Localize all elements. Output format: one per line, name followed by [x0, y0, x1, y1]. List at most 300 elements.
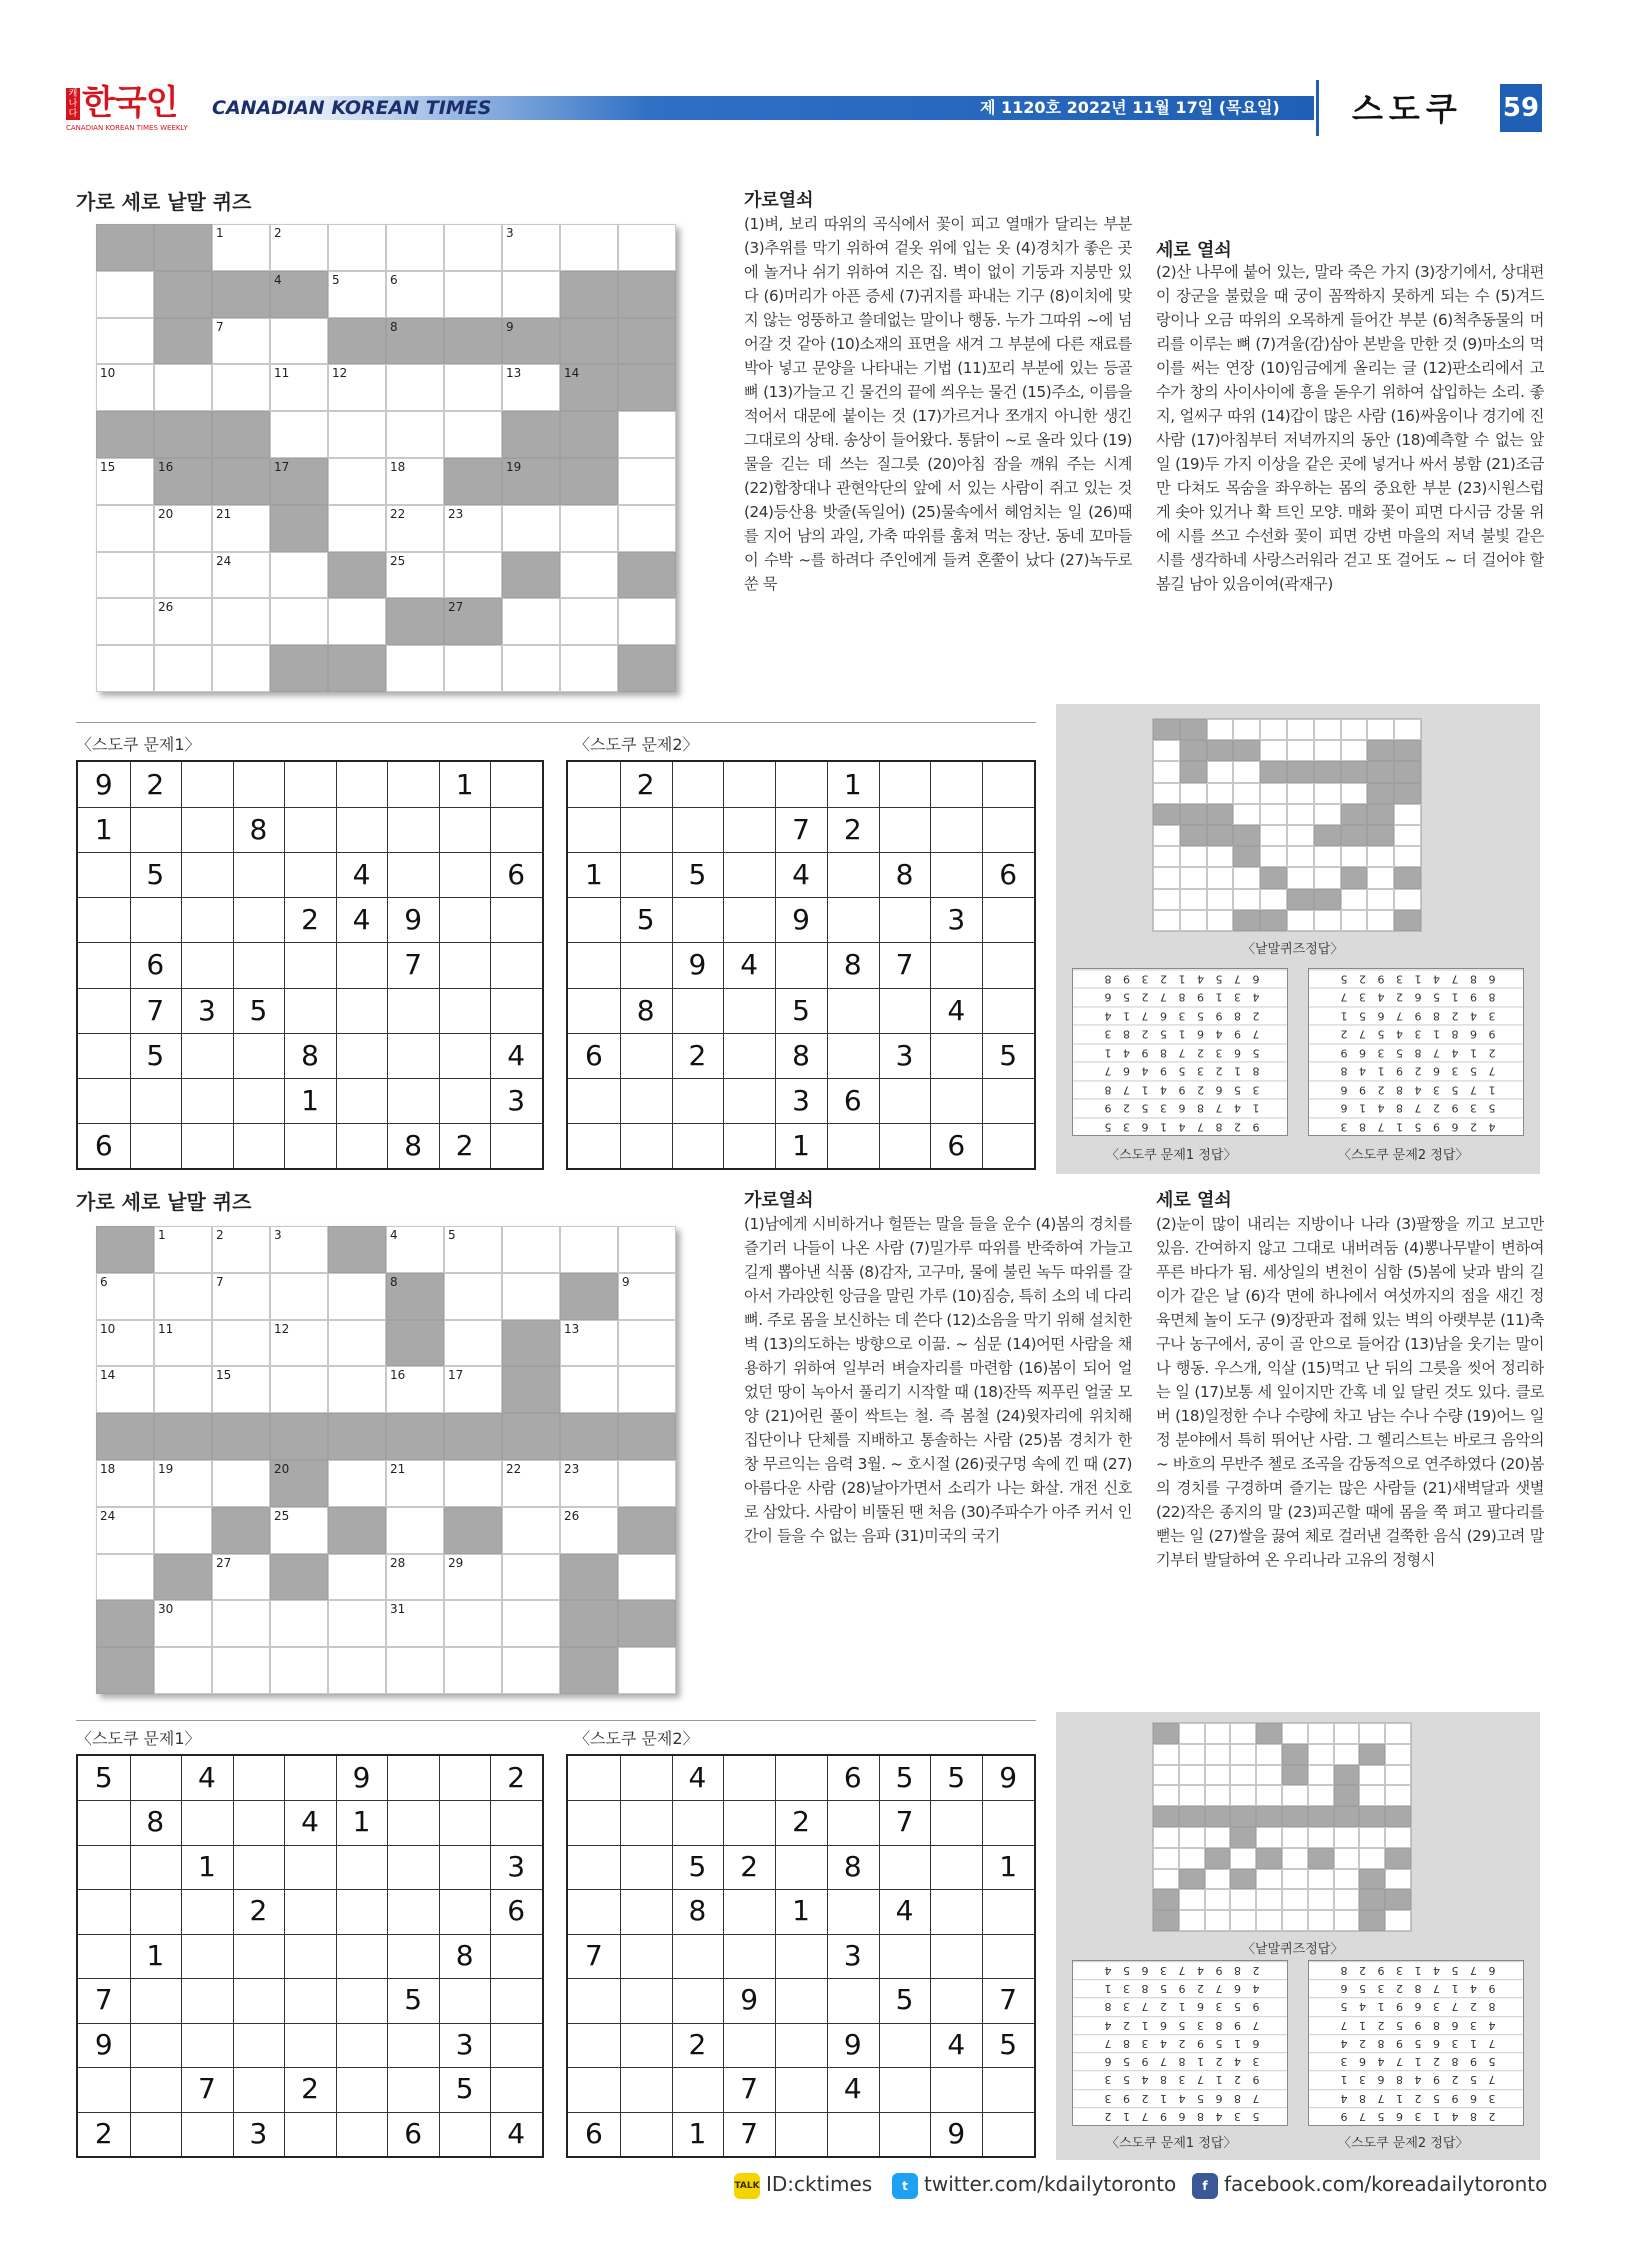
sudoku-given-digit: 3 — [947, 903, 966, 937]
sudoku-given-digit: 6 — [584, 1038, 603, 1072]
crossword-cell — [96, 1554, 154, 1601]
sudoku-grid-line — [78, 1845, 542, 1846]
crossword-cell — [96, 1320, 154, 1367]
sudoku-answer-row: 6 8 7 4 1 3 9 2 5 — [1309, 969, 1523, 987]
crossword2-answer-label: 〈낱말퀴즈정답〉 — [1242, 1942, 1344, 1957]
crossword-cell — [96, 1273, 154, 1320]
sudoku-answer-row: 2 8 9 5 3 6 7 1 4 — [1073, 1006, 1287, 1024]
crossword-cell — [618, 1600, 676, 1647]
answer-cell — [1367, 783, 1394, 804]
crossword-clue-number: 29 — [448, 1555, 464, 1570]
sudoku-answer-row: 5 3 9 2 7 8 4 1 6 — [1309, 1098, 1523, 1116]
crossword-cell — [328, 1460, 386, 1507]
answer-cell — [1341, 719, 1368, 740]
answer-cell — [1394, 910, 1421, 931]
crossword-cell — [270, 1273, 328, 1320]
sudoku-answer-row: 9 2 1 7 3 8 4 5 3 — [1073, 2070, 1287, 2088]
sudoku-bottom2-label: 〈스도쿠 문제2〉 — [574, 1729, 699, 1748]
crossword-cell — [618, 1366, 676, 1413]
crossword-cell — [386, 552, 444, 599]
crossword1-down-clues: (2)산 나무에 붙어 있는, 말라 죽은 가지 (3)장기에서, 상대편이 장군을 불렀을 때 궁이 꼼짝하지 못하게 되는 수 (5)겨드랑이나 오금 따위의 오목하게 들어간 부분 (6)척추동물의 머리를 이루는 뼈 (7)겨울(감)삼아 본받을 만한 것 (9)마소의 먹이를 써는 연장 (10)임금에게 올리는 글 (12)판소리에서 고수가 창의 사이사이에 흥을 돋우기 위하여 삽입하는 소리. 좋지, 얼씨구 따위 (14)갑이 많은 사람 (16)싸움이나 경기에 진 사람 (17)아침부터 저녁까지의 동안 (18)예측할 수 없는 앞일 (19)두 가지 이상을 같은 곳에 넣거나 싸서 봉함 (21)조금만 다쳐도 목숨을 좌우하는 몸의 중요한 부분 (23)시원스럽게 솟아 있거나 확 트인 모양. 매화 꽃이 피면 다시금 강물 위에 시를 쓰고 수선화 꽃이 피면 강변 마을의 저녁 불빛 같은 시를 생각하네 사랑스러워라 걷고 또 걸어도 ~ 더 걸어야 할 봄길 남아 있음이여(곽재구) — [1156, 263, 1544, 593]
sudoku-given-digit: 4 — [197, 1761, 216, 1794]
answer-cell — [1287, 825, 1314, 846]
crossword-cell — [270, 1647, 328, 1694]
crossword-cell — [618, 364, 676, 411]
sudoku-given-digit: 4 — [792, 858, 810, 892]
twitter-icon: t — [892, 2173, 918, 2199]
answer-cell — [1394, 867, 1421, 888]
sudoku-answer-row: 4 6 7 2 9 5 8 3 1 — [1073, 1979, 1287, 1997]
crossword-clue-number: 28 — [390, 1555, 406, 1570]
sudoku-given-digit: 9 — [843, 2027, 862, 2061]
crossword-cell — [96, 505, 154, 552]
crossword-cell — [444, 224, 502, 271]
answer-cell — [1334, 1827, 1360, 1848]
crossword-cell — [328, 271, 386, 318]
answer-cell — [1256, 1723, 1282, 1744]
sudoku-given-digit: 1 — [792, 1894, 810, 1928]
sudoku-answer-row: 7 9 4 6 1 5 2 8 3 — [1073, 1024, 1287, 1042]
answer-cell — [1179, 1806, 1205, 1827]
crossword-cell — [618, 1320, 676, 1367]
facebook-url-text: facebook.com/koreadailytoronto — [1224, 2172, 1548, 2196]
sudoku-given-digit: 9 — [94, 2027, 113, 2061]
sudoku-given-digit: 3 — [249, 2116, 268, 2150]
answer-cell — [1153, 804, 1180, 825]
crossword1-answer-label: 〈낱말퀴즈정답〉 — [1242, 942, 1344, 957]
sudoku-given-digit: 5 — [947, 1761, 966, 1794]
sudoku-given-digit: 7 — [895, 1805, 914, 1839]
answer-cell — [1287, 740, 1314, 761]
crossword-cell — [560, 645, 618, 692]
logo-sub-text: CANADIAN KOREAN TIMES WEEKLY — [66, 124, 188, 132]
sudoku-top1-answer-label: 〈스도쿠 문제1 정답〉 — [1106, 1148, 1237, 1163]
crossword-cell — [560, 552, 618, 599]
crossword-cell — [560, 318, 618, 365]
sudoku-given-digit: 6 — [584, 2116, 603, 2150]
crossword-clue-number: 25 — [390, 553, 406, 568]
crossword-cell — [386, 364, 444, 411]
answer-cell — [1385, 1723, 1411, 1744]
answer-cell — [1385, 1765, 1411, 1786]
sudoku-grid-line — [568, 942, 1034, 943]
crossword-cell — [386, 1320, 444, 1367]
answer-cell — [1314, 825, 1341, 846]
answer-cell — [1230, 1765, 1256, 1786]
crossword-cell — [386, 598, 444, 645]
answer-cell — [1282, 1785, 1308, 1806]
crossword-cell — [618, 224, 676, 271]
crossword-clue-number: 27 — [448, 600, 464, 615]
crossword-cell — [618, 505, 676, 552]
sudoku-grid-line — [620, 762, 621, 1168]
answer-cell — [1179, 1889, 1205, 1910]
answer-cell — [1314, 761, 1341, 782]
sudoku-answer-row: 2 8 4 1 3 6 5 7 9 — [1309, 2107, 1523, 2125]
crossword-cell — [444, 318, 502, 365]
answer-cell — [1282, 1889, 1308, 1910]
answer-cell — [1207, 889, 1234, 910]
answer-cell — [1314, 804, 1341, 825]
crossword-clue-number: 6 — [390, 272, 398, 287]
sudoku-grid-line — [982, 762, 983, 1168]
crossword-cell — [154, 1647, 212, 1694]
answer-cell — [1385, 1910, 1411, 1931]
crossword-cell — [212, 224, 270, 271]
crossword-cell — [560, 1366, 618, 1413]
crossword-cell — [618, 1554, 676, 1601]
sudoku-grid-line — [620, 1756, 621, 2156]
logo-main-text: 한국인 — [82, 83, 178, 123]
sudoku-answer-row: 4 3 1 9 8 7 2 5 6 — [1073, 987, 1287, 1005]
sudoku-given-digit: 8 — [792, 1038, 810, 1072]
answer-cell — [1153, 1765, 1179, 1786]
crossword1-grid — [96, 224, 676, 692]
crossword2-title: 가로 세로 낱말 퀴즈 — [76, 1190, 252, 1214]
answer-cell — [1179, 1785, 1205, 1806]
sudoku-top2-answer-label: 〈스도쿠 문제2 정답〉 — [1338, 1148, 1469, 1163]
sudoku-answer-row: 5 3 4 8 6 9 7 1 2 — [1073, 2107, 1287, 2125]
sudoku-given-digit: 1 — [584, 858, 603, 892]
crossword-cell — [328, 1647, 386, 1694]
crossword-cell — [618, 1507, 676, 1554]
divider — [76, 722, 1036, 723]
sudoku-grid-line — [568, 1934, 1034, 1935]
sudoku-given-digit: 9 — [688, 948, 707, 982]
crossword-clue-number: 15 — [216, 1368, 232, 1383]
answer-cell — [1207, 761, 1234, 782]
crossword-cell — [96, 598, 154, 645]
crossword-cell — [96, 224, 154, 271]
crossword-cell — [96, 1507, 154, 1554]
crossword-cell — [328, 552, 386, 599]
sudoku-given-digit: 1 — [999, 1849, 1018, 1883]
sudoku-grid-line — [568, 1978, 1034, 1979]
crossword-cell — [502, 505, 560, 552]
sudoku-grid-line — [930, 1756, 931, 2156]
crossword-cell — [502, 271, 560, 318]
crossword-clue-number: 30 — [158, 1602, 174, 1617]
answer-cell — [1256, 1827, 1282, 1848]
sudoku-given-digit: 2 — [94, 2116, 113, 2150]
sudoku-given-digit: 6 — [947, 1128, 966, 1162]
crossword-cell — [212, 1273, 270, 1320]
sudoku-answer-row: 9 4 1 7 8 2 3 5 6 — [1309, 1979, 1523, 1997]
crossword-cell — [560, 364, 618, 411]
answer-cell — [1308, 1848, 1334, 1869]
crossword-cell — [270, 1507, 328, 1554]
sudoku-bottom1-grid — [76, 1754, 544, 2158]
answer-cell — [1314, 719, 1341, 740]
answer-cell — [1153, 1744, 1179, 1765]
sudoku-given-digit: 6 — [507, 1894, 526, 1928]
crossword-clue-number: 24 — [100, 1508, 116, 1523]
kakao-id-text: ID:cktimes — [766, 2172, 873, 2196]
crossword-cell — [154, 224, 212, 271]
crossword-cell — [444, 645, 502, 692]
answer-cell — [1359, 1765, 1385, 1786]
crossword-cell — [444, 1460, 502, 1507]
answer-cell — [1359, 1910, 1385, 1931]
crossword-cell — [212, 271, 270, 318]
answer-cell — [1385, 1869, 1411, 1890]
answer-cell — [1334, 1785, 1360, 1806]
answer-cell — [1367, 740, 1394, 761]
answer-cell — [1205, 1869, 1231, 1890]
answer-cell — [1207, 825, 1234, 846]
crossword-clue-number: 11 — [274, 366, 290, 381]
answer-cell — [1385, 1827, 1411, 1848]
sudoku-given-digit: 7 — [895, 948, 914, 982]
sudoku-given-digit: 8 — [249, 813, 268, 847]
answer-cell — [1256, 1869, 1282, 1890]
divider — [76, 1720, 1036, 1721]
answer-cell — [1153, 910, 1180, 931]
sudoku-given-digit: 1 — [455, 768, 474, 801]
facebook-icon: f — [1192, 2173, 1218, 2199]
sudoku-given-digit: 6 — [146, 948, 165, 982]
sudoku-top1-grid — [76, 760, 544, 1170]
answer-cell — [1260, 910, 1287, 931]
sudoku-top1-label: 〈스도쿠 문제1〉 — [76, 735, 201, 754]
crossword-clue-number: 2 — [216, 1228, 224, 1242]
crossword-cell — [270, 552, 328, 599]
answer-cell — [1256, 1889, 1282, 1910]
crossword-clue-number: 23 — [564, 1462, 580, 1476]
answer-cell — [1230, 1848, 1256, 1869]
crossword-cell — [328, 1507, 386, 1554]
crossword-cell — [270, 458, 328, 505]
newspaper-logo — [66, 84, 206, 136]
crossword-clue-number: 20 — [158, 506, 174, 521]
sudoku-given-digit: 4 — [947, 993, 966, 1027]
sudoku-given-digit: 3 — [197, 993, 216, 1027]
sudoku-given-digit: 1 — [792, 1128, 810, 1162]
sudoku-answer-row: 6 7 5 4 1 2 3 9 8 — [1073, 969, 1287, 987]
answer-cell — [1334, 1889, 1360, 1910]
answer-cell — [1334, 1869, 1360, 1890]
answer-cell — [1308, 1889, 1334, 1910]
sudoku-given-digit: 2 — [507, 1761, 526, 1794]
answer-cell — [1367, 761, 1394, 782]
crossword-cell — [96, 645, 154, 692]
sudoku-answer-row: 3 4 2 8 9 7 6 5 1 — [1309, 1006, 1523, 1024]
crossword-cell — [502, 1366, 560, 1413]
crossword-clue-number: 17 — [274, 460, 290, 474]
crossword-clue-number: 10 — [100, 1321, 116, 1336]
answer-cell — [1394, 825, 1421, 846]
crossword-clue-number: 10 — [100, 366, 116, 381]
sudoku-given-digit: 8 — [895, 858, 914, 892]
sudoku-grid-line — [78, 2112, 542, 2113]
crossword-clue-number: 31 — [390, 1602, 406, 1617]
sudoku-given-digit: 5 — [792, 993, 810, 1027]
sudoku-grid-line — [568, 1845, 1034, 1846]
sudoku-top2-label: 〈스도쿠 문제2〉 — [574, 735, 699, 754]
answer-cell — [1260, 846, 1287, 867]
crossword-clue-number: 26 — [564, 1508, 580, 1523]
sudoku-bottom1-answer-label: 〈스도쿠 문제1 정답〉 — [1106, 2136, 1237, 2151]
twitter-link[interactable] — [892, 2170, 1176, 2199]
header-separator — [1316, 80, 1319, 136]
answer-cell — [1359, 1723, 1385, 1744]
answer-cell — [1394, 761, 1421, 782]
crossword-cell — [328, 1226, 386, 1273]
answer-cell — [1180, 719, 1207, 740]
sudoku-answer-row: 9 2 8 7 4 1 6 3 5 — [1073, 1117, 1287, 1135]
crossword-cell — [560, 1413, 618, 1460]
sudoku-given-digit: 1 — [843, 768, 862, 801]
answer-cell — [1334, 1848, 1360, 1869]
kakao-link[interactable] — [734, 2170, 872, 2199]
sudoku-grid-line — [78, 1889, 542, 1890]
crossword-cell — [328, 1366, 386, 1413]
crossword-clue-number: 20 — [274, 1462, 290, 1476]
facebook-link[interactable] — [1192, 2170, 1547, 2199]
sudoku-given-digit: 2 — [688, 1038, 707, 1072]
crossword2-down-clues: (2)눈이 많이 내리는 지방이나 나라 (3)팔짱을 끼고 보고만 있음. 간여하지 않고 그대로 내버려둠 (4)뽕나무밭이 변하여 푸른 바다가 됨. 세상일의 변천이 심함 (5)봄에 낮과 밤의 길이가 같은 날 (6)각 면에 하나에서 여섯까지의 점을 새긴 정육면체 놀이 도구 (9)장판과 접해 있는 벽의 아랫부분 (11)축구나 농구에서, 공이 골 안으로 들어감 (13)남을 웃기는 말이나 행동. 우스개, 익살 (15)먹고 난 뒤의 그릇을 씻어 정리하는 일 (17)보통 세 잎이지만 간혹 네 잎 달린 것도 있다. 클로버 (18)일정한 수나 수량에 차고 남는 수나 수량 (19)어느 일정 분야에서 특히 뛰어난 사람. 그 헬리스트는 바로크 음악의 ~ 바흐의 무반주 첼로 조곡을 감동적으로 연주하였다 (20)봄의 경치를 구경하며 즐기는 많은 사람들 (21)새벽달과 샛별 (22)작은 종지의 말 (23)피곤할 때에 몸을 쭉 펴고 팔다리를 뻗는 일 (27)쌀을 끓여 체로 걸러낸 걸쭉한 음식 (29)고려 말기부터 발달하여 온 우리나라 고유의 정형시 — [1156, 1215, 1544, 1569]
sudoku-given-digit: 1 — [94, 813, 113, 847]
answer-cell — [1367, 825, 1394, 846]
sudoku-given-digit: 1 — [146, 1938, 165, 1972]
crossword-cell — [444, 271, 502, 318]
crossword-clue-number: 14 — [100, 1368, 116, 1383]
sudoku-given-digit: 2 — [146, 768, 165, 801]
sudoku-given-digit: 9 — [999, 1761, 1018, 1794]
crossword-cell — [618, 1226, 676, 1273]
crossword-clue-number: 25 — [274, 1508, 290, 1523]
sudoku-given-digit: 1 — [688, 2116, 707, 2150]
answer-cell — [1359, 1744, 1385, 1765]
sudoku-given-digit: 5 — [999, 2027, 1018, 2061]
sudoku-given-digit: 3 — [507, 1849, 526, 1883]
sudoku-top1-answer — [1072, 968, 1288, 1136]
answer-cell — [1367, 867, 1394, 888]
crossword-clue-number: 2 — [274, 226, 282, 240]
answer-cell — [1180, 889, 1207, 910]
crossword-cell — [270, 1413, 328, 1460]
twitter-url-text: twitter.com/kdailytoronto — [924, 2172, 1177, 2196]
crossword-clue-number: 18 — [390, 460, 406, 474]
crossword-clue-number: 27 — [216, 1555, 232, 1570]
answer-cell — [1314, 740, 1341, 761]
sudoku-grid-line — [982, 1756, 983, 2156]
answer-cell — [1179, 1744, 1205, 1765]
crossword-clue-number: 12 — [332, 366, 348, 381]
answer-cell — [1207, 719, 1234, 740]
sudoku-answer-row: 8 9 1 5 6 2 4 3 7 — [1309, 987, 1523, 1005]
sudoku-grid-line — [181, 762, 182, 1168]
crossword-cell — [154, 1413, 212, 1460]
crossword-cell — [618, 645, 676, 692]
answer-cell — [1314, 889, 1341, 910]
answer-cell — [1341, 761, 1368, 782]
crossword-cell — [270, 1226, 328, 1273]
crossword-cell — [502, 1554, 560, 1601]
crossword-cell — [386, 1273, 444, 1320]
sudoku-given-digit: 8 — [843, 948, 862, 982]
sudoku-given-digit: 4 — [740, 948, 759, 982]
crossword-clue-number: 3 — [506, 226, 514, 240]
crossword-cell — [502, 1600, 560, 1647]
answer-cell — [1256, 1910, 1282, 1931]
answer-cell — [1367, 846, 1394, 867]
crossword-clue-number: 3 — [274, 1228, 282, 1242]
crossword-clue-number: 1 — [158, 1228, 166, 1242]
crossword-clue-number: 4 — [390, 1228, 398, 1242]
crossword-cell — [502, 318, 560, 365]
crossword2-grid — [96, 1226, 676, 1694]
crossword-cell — [96, 271, 154, 318]
answer-cell — [1287, 783, 1314, 804]
answer-cell — [1394, 740, 1421, 761]
sudoku-given-digit: 5 — [404, 1983, 423, 2017]
crossword-clue-number: 4 — [274, 272, 282, 287]
crossword-cell — [270, 598, 328, 645]
answer-cell — [1260, 740, 1287, 761]
answer-cell — [1282, 1827, 1308, 1848]
crossword-cell — [96, 458, 154, 505]
crossword-cell — [502, 552, 560, 599]
answer-cell — [1341, 867, 1368, 888]
crossword-cell — [96, 364, 154, 411]
crossword-cell — [328, 411, 386, 458]
answer-cell — [1260, 804, 1287, 825]
answer-cell — [1256, 1744, 1282, 1765]
answer-cell — [1153, 1806, 1179, 1827]
crossword-cell — [328, 1600, 386, 1647]
sudoku-given-digit: 8 — [843, 1849, 862, 1883]
crossword-cell — [328, 458, 386, 505]
crossword-cell — [212, 1226, 270, 1273]
answer-cell — [1308, 1744, 1334, 1765]
answer-cell — [1367, 889, 1394, 910]
crossword-cell — [502, 1647, 560, 1694]
crossword1-down-heading: 세로 열쇠 — [1156, 240, 1232, 261]
answer-cell — [1287, 867, 1314, 888]
sudoku-given-digit: 7 — [404, 948, 423, 982]
crossword-cell — [212, 458, 270, 505]
answer-cell — [1230, 1910, 1256, 1931]
crossword-clue-number: 8 — [390, 1274, 398, 1289]
answer-cell — [1334, 1806, 1360, 1827]
crossword-clue-number: 8 — [390, 319, 398, 334]
answer-cell — [1153, 1723, 1179, 1744]
crossword-clue-number: 16 — [390, 1368, 406, 1383]
crossword-cell — [270, 364, 328, 411]
sudoku-given-digit: 9 — [792, 903, 810, 937]
crossword-cell — [386, 318, 444, 365]
crossword-cell — [386, 1647, 444, 1694]
answer-cell — [1394, 804, 1421, 825]
answer-cell — [1153, 1848, 1179, 1869]
crossword-cell — [444, 1554, 502, 1601]
sudoku-answer-row: 9 5 3 6 1 2 7 3 8 — [1073, 1997, 1287, 2015]
crossword-cell — [270, 411, 328, 458]
answer-cell — [1367, 804, 1394, 825]
crossword-cell — [618, 411, 676, 458]
sudoku-given-digit: 5 — [146, 1038, 165, 1072]
crossword-cell — [212, 598, 270, 645]
answer-cell — [1282, 1848, 1308, 1869]
crossword-cell — [212, 1507, 270, 1554]
crossword-cell — [328, 224, 386, 271]
sudoku-given-digit: 9 — [404, 903, 423, 937]
sudoku-given-digit: 9 — [947, 2116, 966, 2150]
crossword-cell — [502, 458, 560, 505]
sudoku-given-digit: 5 — [94, 1761, 113, 1794]
sudoku-given-digit: 7 — [584, 1938, 603, 1972]
